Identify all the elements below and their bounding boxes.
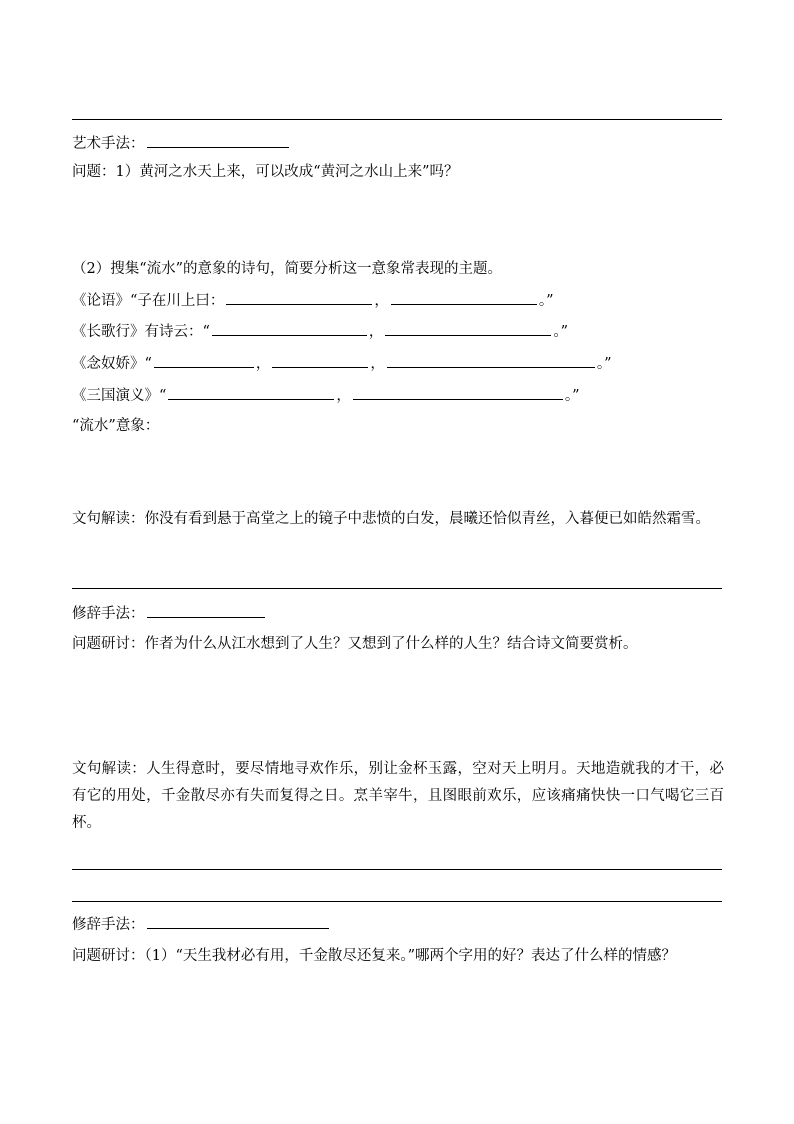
- interpretation-2: 文句解读：人生得意时，要尽情地寻欢作乐，别让金杯玉露，空对天上明月。天地造就我的才干，必有它的用处，千金散尽亦有失而复得之日。烹羊宰牛，且图眼前欢乐，应该痛痛快快一口气喝它三百杯。: [72, 761, 724, 831]
- lunyu-blank-1[interactable]: [226, 290, 372, 305]
- answer-line: [72, 869, 722, 870]
- sanguo-blank-2[interactable]: [353, 385, 563, 400]
- rhetoric-blank-1[interactable]: [147, 603, 265, 618]
- niannujiao-blank-1[interactable]: [154, 353, 254, 368]
- sanguo-row: [72, 385, 580, 406]
- technique-label: 艺术手法：: [72, 136, 145, 152]
- technique-row: [72, 133, 291, 154]
- niannujiao-blank-2[interactable]: [272, 353, 368, 368]
- sanguo-prefix: 《三国演义》“: [72, 388, 167, 404]
- changgexing-row: [72, 321, 568, 342]
- niannujiao-row: [72, 353, 612, 374]
- answer-line: [72, 119, 722, 120]
- lunyu-end: 。”: [538, 293, 554, 309]
- question-1: 问题：1）黄河之水天上来，可以改成“黄河之水山上来”吗？: [72, 164, 459, 180]
- niannujiao-sep-2: ，: [370, 356, 385, 372]
- rhetoric-row-1: [72, 603, 267, 624]
- niannujiao-end: 。”: [596, 356, 612, 372]
- question-3: 问题研讨：作者为什么从江水想到了人生？又想到了什么样的人生？结合诗文简要赏析。: [72, 636, 638, 652]
- sanguo-end: 。”: [564, 388, 580, 404]
- niannujiao-prefix: 《念奴娇》“: [72, 356, 152, 372]
- rhetoric-label-2: 修辞手法：: [72, 917, 145, 933]
- interpretation-1: 文句解读：你没有看到悬于高堂之上的镜子中悲愤的白发，晨曦还恰似青丝，入暮便已如皓然霜雪。: [72, 511, 710, 527]
- changgexing-prefix: 《长歌行》有诗云：“: [72, 324, 210, 340]
- sanguo-sep: ，: [336, 388, 351, 404]
- niannujiao-blank-3[interactable]: [387, 353, 595, 368]
- answer-line: [72, 901, 722, 902]
- lunyu-prefix: 《论语》“子在川上曰：: [72, 293, 225, 309]
- rhetoric-label-1: 修辞手法：: [72, 606, 145, 622]
- changgexing-blank-2[interactable]: [385, 321, 551, 336]
- changgexing-blank-1[interactable]: [212, 321, 367, 336]
- rhetoric-row-2: [72, 914, 331, 935]
- lunyu-sep: ，: [374, 293, 389, 309]
- imagery-label: “流水”意象：: [72, 418, 160, 434]
- lunyu-row: [72, 290, 554, 311]
- sanguo-blank-1[interactable]: [168, 385, 334, 400]
- answer-line: [72, 588, 722, 589]
- changgexing-sep: ，: [368, 324, 384, 340]
- rhetoric-blank-2[interactable]: [147, 914, 329, 929]
- question-4: 问题研讨：（1）“天生我材必有用，千金散尽还复来。”哪两个字用的好？表达了什么样的情感？: [72, 948, 677, 964]
- technique-blank[interactable]: [147, 133, 289, 148]
- question-2: （2）搜集“流水”的意象的诗句，简要分析这一意象常表现的主题。: [72, 261, 503, 277]
- changgexing-end: 。”: [553, 324, 569, 340]
- niannujiao-sep-1: ，: [255, 356, 271, 372]
- lunyu-blank-2[interactable]: [391, 290, 537, 305]
